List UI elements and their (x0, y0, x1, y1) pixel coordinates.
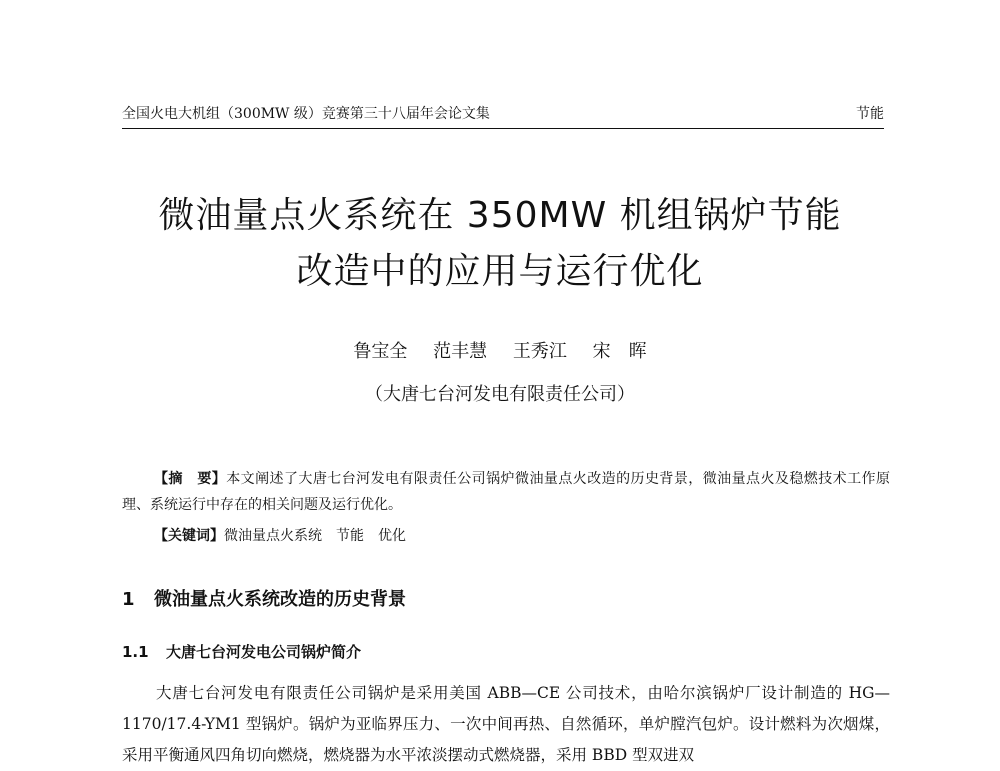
abstract (122, 466, 890, 518)
paper-title-line-2: 改造中的应用与运行优化 (296, 251, 704, 292)
header-section-label: 节能 (856, 106, 884, 122)
body-paragraph: 大唐七台河发电有限责任公司锅炉是采用美国 ABB—CE 公司技术，由哈尔滨锅炉厂设计制造的 HG—1170/17.4-YM1 型锅炉。锅炉为亚临界压力、一次中间再热、自然循环，单炉膛汽包炉。设计燃料为次烟煤，采用平衡通风四角切向燃烧，燃烧器为水平浓淡摆动式燃烧器，采用 BBD 型双进双 (122, 684, 890, 764)
subsection-number: 1.1 (122, 643, 149, 661)
subsection-heading-1-1 (122, 641, 361, 663)
author-affiliation: （大唐七台河发电有限责任公司） (365, 384, 635, 405)
author-name: 王秀江 (512, 341, 567, 362)
author-list (100, 340, 900, 364)
subsection-title: 大唐七台河发电公司锅炉简介 (166, 643, 362, 661)
section-title: 微油量点火系统改造的历史背景 (154, 589, 406, 610)
author-name: 范丰慧 (433, 341, 488, 362)
abstract-label: 【摘 要】 (154, 471, 227, 487)
keywords (154, 525, 406, 547)
author-name: 宋 晖 (592, 341, 647, 362)
section-number: 1 (122, 589, 135, 610)
abstract-text: 本文阐述了大唐七台河发电有限责任公司锅炉微油量点火改造的历史背景，微油量点火及稳燃技术工作原理、系统运行中存在的相关问题及运行优化。 (122, 471, 891, 513)
author-name: 鲁宝全 (353, 341, 408, 362)
keywords-label: 【关键词】 (154, 528, 224, 544)
keywords-text: 微油量点火系统 节能 优化 (224, 528, 406, 544)
header-proceedings-title: 全国火电大机组（300MW 级）竞赛第三十八届年会论文集 (122, 106, 490, 122)
paper-title-line-1: 微油量点火系统在 350MW 机组锅炉节能 (158, 195, 842, 236)
section-heading-1 (122, 588, 406, 612)
running-header (122, 104, 884, 129)
